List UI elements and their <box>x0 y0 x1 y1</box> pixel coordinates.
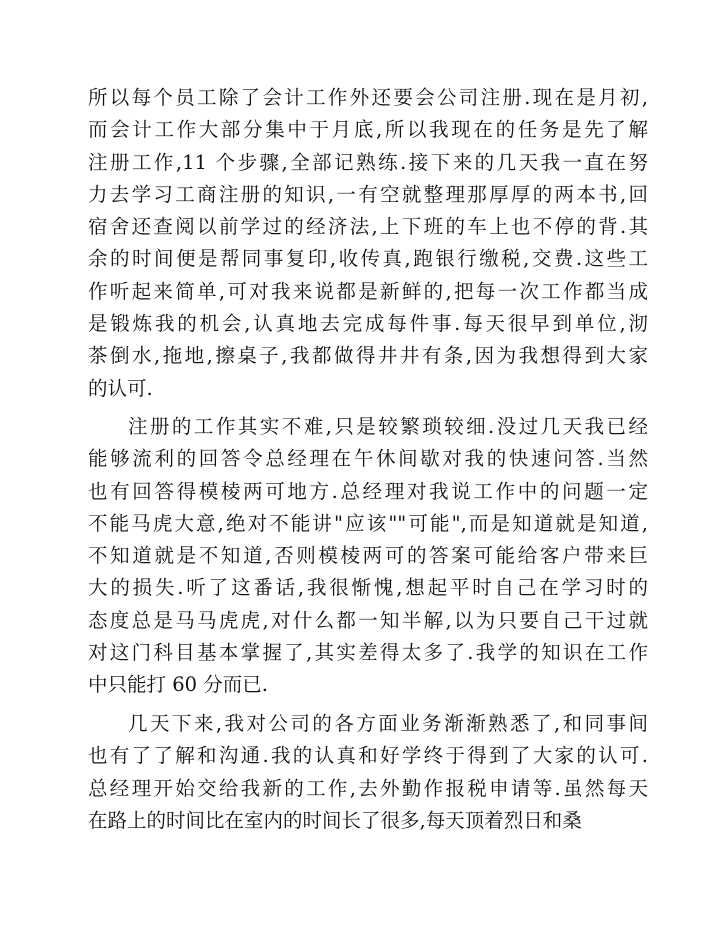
paragraph-line: 也有了了解和沟通.我的认真和好学终于得到了大家的认可. <box>88 744 648 768</box>
paragraph-line: 余的时间便是帮同事复印,收传真,跑银行缴税,交费.这些工 <box>88 247 648 271</box>
paragraph-line: 是锻炼我的机会,认真地去完成每件事.每天很早到单位,沏 <box>88 312 648 336</box>
paragraph-line: 的认可. <box>88 376 153 400</box>
paragraph-line: 力去学习工商注册的知识,一有空就整理那厚厚的两本书,回 <box>88 182 648 206</box>
paragraph-line: 茶倒水,拖地,擦桌子,我都做得井井有条,因为我想得到大家 <box>88 344 648 368</box>
paragraph-line: 而会计工作大部分集中于月底,所以我现在的任务是先了解 <box>88 118 648 142</box>
paragraph-line: 对这门科目基本掌握了,其实差得太多了.我学的知识在工作 <box>88 641 648 665</box>
paragraph-line: 中只能打 60 分而已. <box>88 673 268 697</box>
paragraph-line: 不知道就是不知道,否则模棱两可的答案可能给客户带来巨 <box>88 544 648 568</box>
paragraph-2 <box>88 411 648 702</box>
paragraph-line: 总经理开始交给我新的工作,去外勤作报税申请等.虽然每天 <box>88 776 648 800</box>
paragraph-line: 也有回答得模棱两可地方.总经理对我说工作中的问题一定 <box>88 479 648 503</box>
paragraph-line: 几天下来,我对公司的各方面业务渐渐熟悉了,和同事间 <box>128 712 648 735</box>
paragraph-line: 注册工作,11 个步骤,全部记熟练.接下来的几天我一直在努 <box>88 150 648 174</box>
paragraph-line: 作听起来简单,可对我来说都是新鲜的,把每一次工作都当成 <box>88 279 648 303</box>
paragraph-line: 在路上的时间比在室内的时间长了很多,每天顶着烈日和桑 <box>88 808 582 832</box>
paragraph-1 <box>88 82 648 405</box>
paragraph-line: 大的损失.听了这番话,我很惭愧,想起平时自己在学习时的 <box>88 576 648 600</box>
paragraph-line: 能够流利的回答令总经理在午休间歇对我的快速问答.当然 <box>88 447 648 471</box>
paragraph-line: 所以每个员工除了会计工作外还要会公司注册.现在是月初, <box>88 86 648 109</box>
paragraph-line: 态度总是马马虎虎,对什么都一知半解,以为只要自己干过就 <box>88 608 648 632</box>
paragraph-3 <box>88 708 648 837</box>
paragraph-line: 宿舍还查阅以前学过的经济法,上下班的车上也不停的背.其 <box>88 215 648 239</box>
paragraph-line: 不能马虎大意,绝对不能讲"应该""可能",而是知道就是知道, <box>88 511 648 535</box>
paragraph-line: 注册的工作其实不难,只是较繁琐较细.没过几天我已经 <box>128 415 648 438</box>
